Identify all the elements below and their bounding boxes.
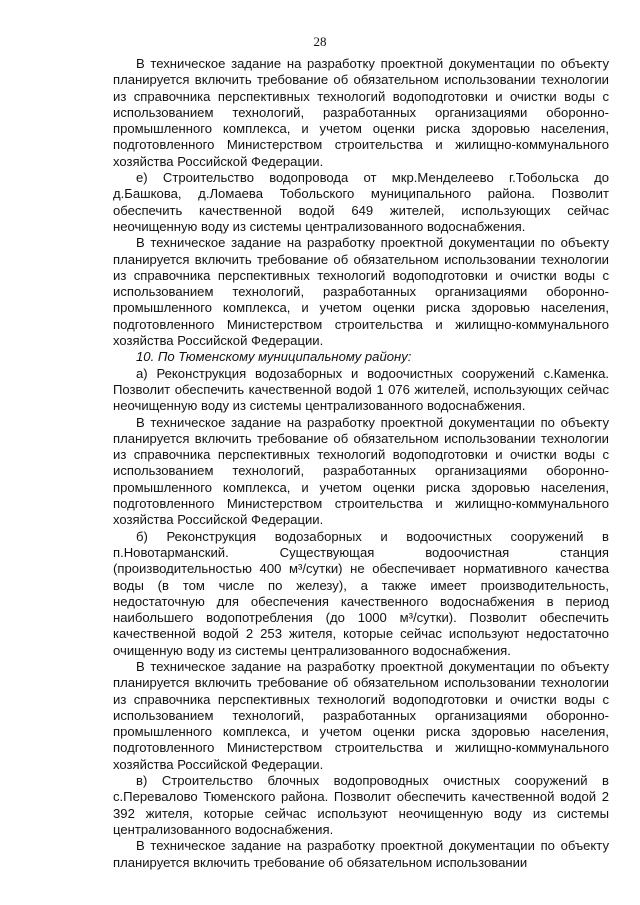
paragraph-tz-requirement: В техническое задание на разработку проектной документации по объекту планируется включить требование об обязательном использовании технологии из справочника перспективных технологий водоподготовки и очистки воды с использованием технологий, разработанных организациями оборонно-промышленного комплекса, и учетом оценки риска здоровью населения, подготовленного Министерством строительства и жилищно-коммунального хозяйства Российской Федерации. [113,235,609,349]
paragraph-tz-requirement: В техническое задание на разработку проектной документации по объекту планируется включить требование об обязательном использовании технологии из справочника перспективных технологий водоподготовки и очистки воды с использованием технологий, разработанных организациями оборонно-промышленного комплекса, и учетом оценки риска здоровью населения, подготовленного Министерством строительства и жилищно-коммунального хозяйства Российской Федерации. [113,56,609,169]
paragraph-item-e: е) Строительство водопровода от мкр.Менделеево г.Тобольска до д.Башкова, д.Ломаева Тобольского муниципального района. Позволит обеспечить качественной водой 649 жителей, использующих сейчас неочищенную воду из системы централизованного водоснабжения. [113,170,609,234]
paragraph-tz-requirement: В техническое задание на разработку проектной документации по объекту планируется включить требование об обязательном использовании технологии из справочника перспективных технологий водоподготовки и очистки воды с использованием технологий, разработанных организациями оборонно-промышленного комплекса, и учетом оценки риска здоровью населения, подготовленного Министерством строительства и жилищно-коммунального хозяйства Российской Федерации. [113,414,609,528]
section-heading-tyumen-district: 10. По Тюменскому муниципальному району: [136,349,412,365]
page-number: 28 [313,34,327,49]
paragraph-tz-requirement: В техническое задание на разработку проектной документации по объекту планируется включить требование об обязательном использовании [113,838,609,870]
paragraph-item-v: в) Строительство блочных водопроводных очистных сооружений в с.Перевалово Тюменского района. Позволит обеспечить качественной водой 2 392 жителя, которые сейчас используют неочищенную воду из системы централизованного водоснабжения. [113,773,609,837]
paragraph-item-b: б) Реконструкция водозаборных и водоочистных сооружений в п.Новотарманский. Существующая водоочистная станция (производительностью 400 м³/сутки) не обеспечивает нормативного качества воды (в том числе по железу), а также имеет производительность, недостаточную для обеспечения качественного водоснабжения в период наибольшего водопотребления (до 1000 м³/сутки). Позволит обеспечить качественной водой 2 253 жителя, которые сейчас используют недостаточно очищенную воду из системы централизованного водоснабжения. [113,528,609,658]
paragraph-item-a: а) Реконструкция водозаборных и водоочистных сооружений с.Каменка. Позволит обеспечить качественной водой 1 076 жителей, использующих сейчас неочищенную воду из системы централизованного водоснабжения. [113,365,609,414]
document-body [113,56,609,871]
paragraph-tz-requirement: В техническое задание на разработку проектной документации по объекту планируется включить требование об обязательном использовании технологии из справочника перспективных технологий водоподготовки и очистки воды с использованием технологий, разработанных организациями оборонно-промышленного комплекса, и учетом оценки риска здоровью населения, подготовленного Министерством строительства и жилищно-коммунального хозяйства Российской Федерации. [113,658,609,772]
